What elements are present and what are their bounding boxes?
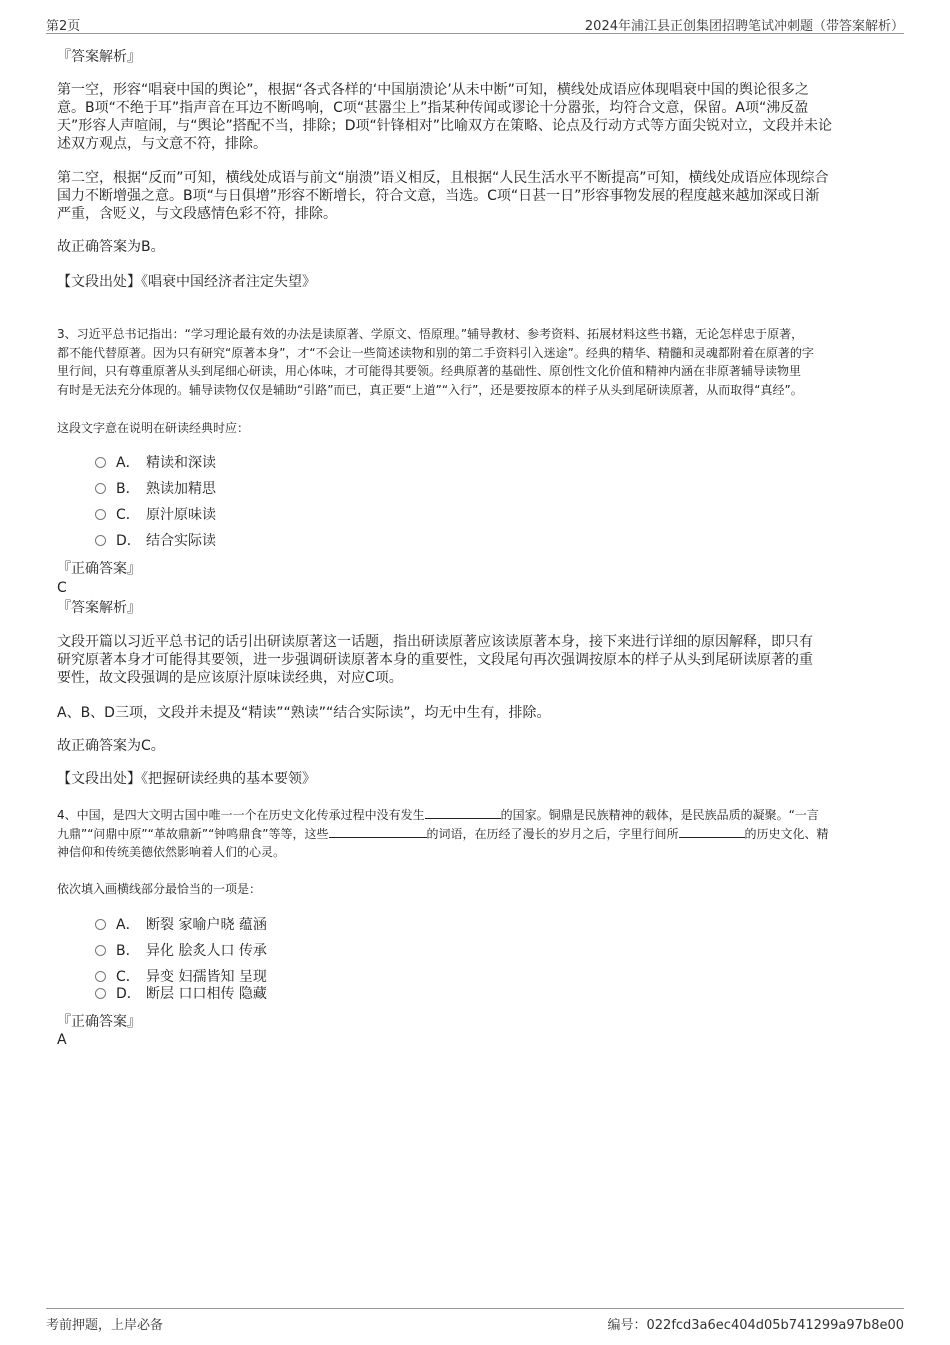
q3-option-c[interactable]: [95, 506, 216, 524]
q3-conclusion: 故正确答案为C。: [57, 738, 165, 754]
q3-answer-label: 『正确答案』: [57, 561, 141, 577]
q3-option-a[interactable]: [95, 454, 216, 472]
q3-option-b[interactable]: [95, 480, 216, 498]
option-text: 熟读加精思: [146, 481, 216, 497]
text-line: [57, 825, 897, 844]
stem-text: 的词语，在历经了漫长的岁月之后，字里行间所: [426, 826, 679, 841]
footer-slogan: 考前押题，上岸必备: [46, 1318, 164, 1333]
text-line: 神信仰和传统美德依然影响着人们的心灵。: [57, 845, 286, 859]
option-letter: A．: [116, 455, 140, 471]
text-line: 第二空，根据“反而”可知，横线处成语与前文“崩溃”语义相反，且根据“人民生活水平不断提高”可知，横线处成语应体现综合: [57, 170, 829, 186]
stem-text: 4、中国，是四大文明古国中唯一一个在历史文化传承过程中没有发生: [57, 808, 425, 822]
document-code: 编号：022fcd3a6ec404d05b741299a97b8e00: [607, 1318, 904, 1333]
option-text: 异变 妇孺皆知 呈现: [146, 969, 267, 985]
text-line: 述双方观点，与文意不符，排除。: [57, 136, 267, 152]
option-text: 原汁原味读: [146, 507, 216, 523]
text-line: 严重，含贬义，与文段感情色彩不符，排除。: [57, 206, 337, 222]
option-letter: D．: [116, 533, 141, 549]
option-letter: D．: [116, 986, 141, 1002]
document-title: 2024年浦江县正创集团招聘笔试冲刺题（带答案解析）: [584, 19, 904, 34]
radio-button[interactable]: [95, 483, 106, 494]
text-line: 第一空，形容“唱衰中国的舆论”，根据“各式各样的‘中国崩溃论’从未中断”可知，横线处成语应体现唱衰中国的舆论很多之: [57, 82, 809, 98]
q3-stem: [57, 325, 897, 399]
q4-answer: A: [57, 1032, 67, 1048]
text-line: 研究原著本身才可能得其要领，进一步强调研读原著本身的重要性，文段尾句再次强调按原本的样子从头到尾研读原著的重: [57, 652, 813, 668]
text-line: 有时是无法充分体现的。辅导读物仅仅是辅助“引路”而已，真正要“上道”“入行”，还是要按原本的样子从头到尾研读原著，从而取得“真经”。: [57, 382, 803, 397]
page-header: [46, 13, 904, 34]
q3-answer: C: [57, 580, 67, 596]
q3-source: 【文段出处】《把握研读经典的基本要领》: [57, 771, 316, 787]
option-letter: B．: [116, 943, 140, 959]
stem-text: 九鼎”“问鼎中原”“革故鼎新”“钟鸣鼎食”等等，这些: [57, 826, 329, 841]
text-line: 里行间，只有尊重原著从头到尾细心研读，用心体味，才可能得其要领。经典原著的基础性、原创性文化价值和精神内涵在非原著辅导读物里: [57, 364, 802, 378]
q4-option-d[interactable]: [95, 985, 267, 1003]
stem-text: 的国家。铜鼎是民族精神的载体，是民族品质的凝聚。“一言: [500, 808, 819, 822]
option-text: 精读和深读: [146, 455, 216, 471]
fill-blank-1: [425, 806, 501, 819]
radio-button[interactable]: [95, 945, 106, 956]
text-line: 意。B项“不绝于耳”指声音在耳边不断鸣响，C项“甚嚣尘上”指某种传闻或谬论十分嚣张，均符合文意，保留。A项“沸反盈: [57, 100, 809, 116]
page-number: 第2页: [46, 19, 81, 34]
radio-button[interactable]: [95, 457, 106, 468]
stem-text: 的历史文化、精: [744, 826, 829, 841]
q2-analysis-paragraph-2: [57, 169, 897, 223]
text-line: 文段开篇以习近平总书记的话引出研读原著这一话题，指出研读原著应该读原著本身，接下来进行详细的原因解释，即只有: [57, 634, 813, 650]
radio-button[interactable]: [95, 988, 106, 999]
radio-button[interactable]: [95, 919, 106, 930]
q3-analysis-paragraph-1: [57, 633, 897, 687]
q4-answer-label: 『正确答案』: [57, 1014, 141, 1030]
q3-analysis-label: 『答案解析』: [57, 600, 141, 616]
option-text: 异化 脍炙人口 传承: [146, 943, 267, 959]
option-text: 断裂 家喻户晓 蕴涵: [146, 917, 267, 933]
q3-option-d[interactable]: [95, 532, 216, 550]
option-text: 断层 口口相传 隐藏: [146, 986, 267, 1002]
q4-question: 依次填入画横线部分最恰当的一项是：: [57, 882, 262, 896]
text-line: 国力不断增强之意。B项“与日俱增”形容不断增长，符合文意，当选。C项“日甚一日”形容事物发展的程度越来越加深或日渐: [57, 188, 820, 204]
option-letter: C．: [116, 969, 140, 985]
radio-button[interactable]: [95, 971, 106, 982]
option-letter: B．: [116, 481, 140, 497]
q2-conclusion: 故正确答案为B。: [57, 239, 165, 255]
option-text: 结合实际读: [146, 533, 216, 549]
q2-source: 【文段出处】《唱衰中国经济者注定失望》: [57, 274, 316, 290]
option-letter: C．: [116, 507, 140, 523]
radio-button[interactable]: [95, 535, 106, 546]
text-line: 天”形容人声喧闹，与“舆论”搭配不当，排除；D项“针锋相对”比喻双方在策略、论点及行动方式等方面尖锐对立，文段并未论: [57, 118, 833, 134]
text-line: 要性，故文段强调的是应该原汁原味读经典，对应C项。: [57, 670, 403, 686]
q4-stem: [57, 806, 897, 862]
page-footer: [46, 1308, 904, 1331]
text-line: 都不能代替原著。因为只有研究“原著本身”，才“不会让一些简述读物和别的第二手资料引入迷途”。经典的精华、精髓和灵魂都附着在原著的字: [57, 345, 814, 360]
q4-option-b[interactable]: [95, 942, 267, 960]
radio-button[interactable]: [95, 509, 106, 520]
fill-blank-2: [329, 825, 427, 838]
fill-blank-3: [679, 825, 745, 838]
option-letter: A．: [116, 917, 140, 933]
q4-option-c[interactable]: [95, 968, 267, 986]
q3-analysis-paragraph-2: A、B、D三项，文段并未提及“精读”“熟读”“结合实际读”，均无中生有，排除。: [57, 705, 551, 721]
q2-analysis-paragraph-1: [57, 81, 897, 153]
q2-analysis-label: 『答案解析』: [57, 49, 141, 65]
q3-question: 这段文字意在说明在研读经典时应：: [57, 421, 250, 435]
text-line: 3、习近平总书记指出：“学习理论最有效的办法是读原著、学原文、悟原理。”辅导教材、参考资料、拓展材料这些书籍，无论怎样忠于原著，: [57, 327, 804, 341]
q4-option-a[interactable]: [95, 916, 267, 934]
text-line: [57, 806, 897, 825]
